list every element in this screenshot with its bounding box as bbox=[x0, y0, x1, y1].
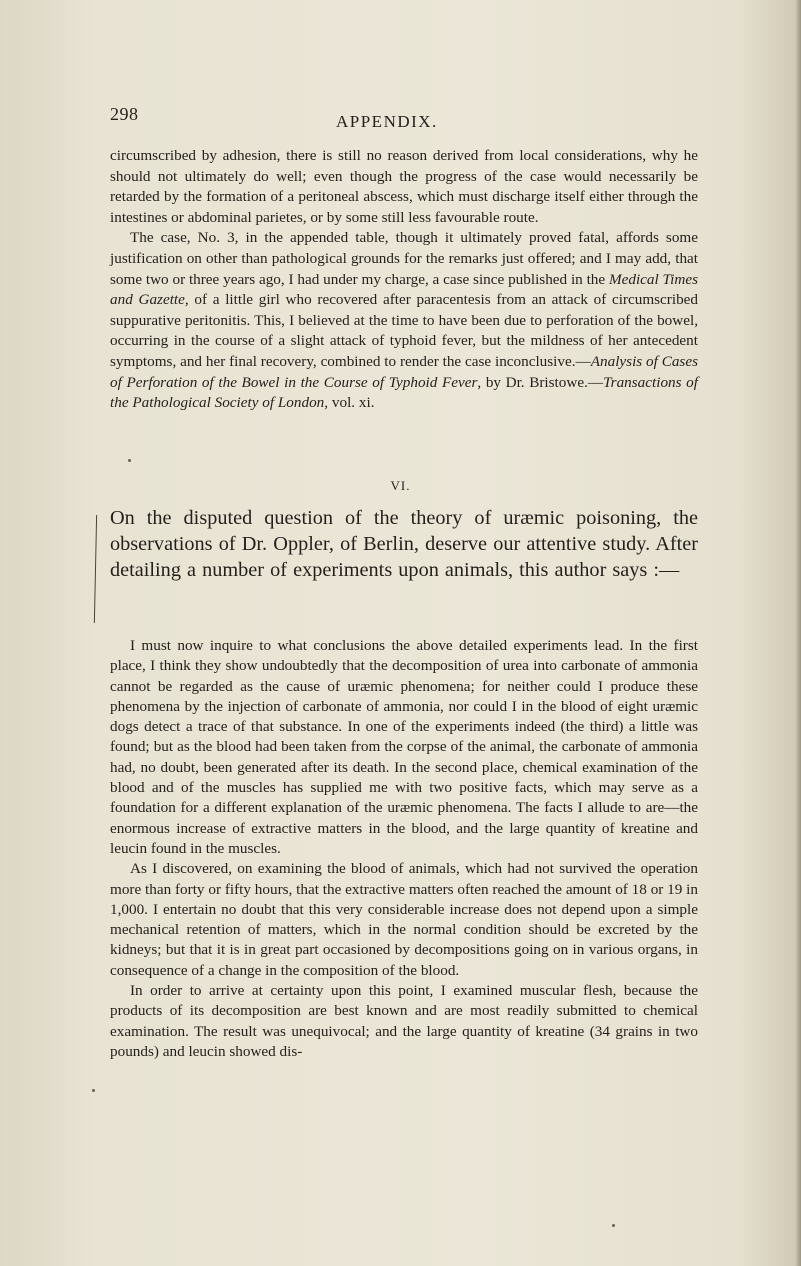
section-number: VI. bbox=[390, 478, 411, 493]
citation-source: Transactions of the Pathological Society of London bbox=[110, 373, 698, 412]
running-head: APPENDIX. bbox=[336, 112, 438, 131]
journal-title: Medical Times and Gazette bbox=[110, 270, 698, 309]
quote-paragraph-2: As I discovered, on examining the blood of animals, which had not survived the operation more than forty or fifty hours, that the extractive matters often reached the amount of 18 or 19 in 1,000. I entertain no doubt that this very considerable increase does not depend upon a simple mechanical retention of matters, which in the normal condition should be excreted by the kidneys; but that it is in great part occasioned by decompositions going on in various organs, in consequence of a change in the composition of the blood. bbox=[110, 860, 698, 979]
paragraph-case-report bbox=[110, 228, 698, 413]
quote-paragraph-1: I must now inquire to what conclusions the above detailed experiments lead. In the first place, I think they show undoubtedly that the decomposition of urea into carbonate of ammonia cannot be regarded as the cause of uræmic phenomena; for neither could I produce these phenomena by the injection of carbonate of ammonia, nor could I in the blood of eight uræmic dogs detect a trace of that substance. In one of the experiments indeed (the third) a little was found; but as the blood had been taken from the corpse of the animal, the carbonate of ammonia had, no doubt, been generated after its death. In the second place, chemical examination of the blood and of the muscles has supplied me with two positive facts, which may serve as a foundation for a different explanation of the uræmic phenomena. The facts I allude to are—the enormous increase of extractive matters in the blood, and the large quantity of kreatine and leucin found in the muscles. bbox=[110, 637, 698, 857]
page-edge-shadow bbox=[795, 0, 801, 1266]
quoted-passage bbox=[110, 636, 698, 1062]
page-number: 298 bbox=[110, 104, 139, 124]
opening-paragraphs bbox=[110, 146, 698, 414]
paper-speck bbox=[92, 1089, 95, 1092]
case-text: The case, No. 3, in the appended table, though it ultimately proved fatal, affords some justification on other than pathological grounds for the remarks just offered; and I may add, that some two or three years ago, I had under my charge, a case since published in the bbox=[110, 229, 698, 288]
paper-speck bbox=[128, 459, 131, 462]
intro-paragraph: On the disputed question of the theory of uræmic poisoning, the observations of Dr. Oppler, of Berlin, deserve our attentive study. After detailing a number of experiments upon animals, this author says :— bbox=[110, 507, 698, 581]
citation-title: Analysis of Cases of Perforation of the Bowel in the Course of Typhoid Fever bbox=[110, 352, 698, 391]
paper-speck bbox=[612, 1224, 615, 1227]
section-intro bbox=[110, 505, 698, 583]
margin-pencil-line bbox=[94, 515, 97, 623]
paragraph-continuation: circumscribed by adhesion, there is still no reason derived from local considerations, why he should not ultimately do well; even though the progress of the case would necessarily be retarded by the formation of a peritoneal abscess, which must discharge itself either through the intestines or abdominal parietes, or by some still less favourable route. bbox=[110, 147, 698, 226]
citation-volume: , vol. xi. bbox=[324, 394, 375, 412]
quote-paragraph-3: In order to arrive at certainty upon this point, I examined muscular flesh, because the products of its decomposition are best known and are most readily submitted to chemical examination. The result was unequivocal; and the large quantity of kreatine (34 grains in two pounds) and leucin showed dis- bbox=[110, 982, 698, 1060]
case-text-continued: , of a little girl who recovered after paracentesis from an attack of circumscribed suppurative peritonitis. This, I believed at the time to have been due to perforation of the bowel, occurring in the course of a slight attack of typhoid fever, but the mildness of her antecedent symptoms, and her final recovery, combined to render the case inconclusive.— bbox=[110, 291, 698, 370]
citation-author: , by Dr. Bristowe.— bbox=[477, 373, 604, 391]
